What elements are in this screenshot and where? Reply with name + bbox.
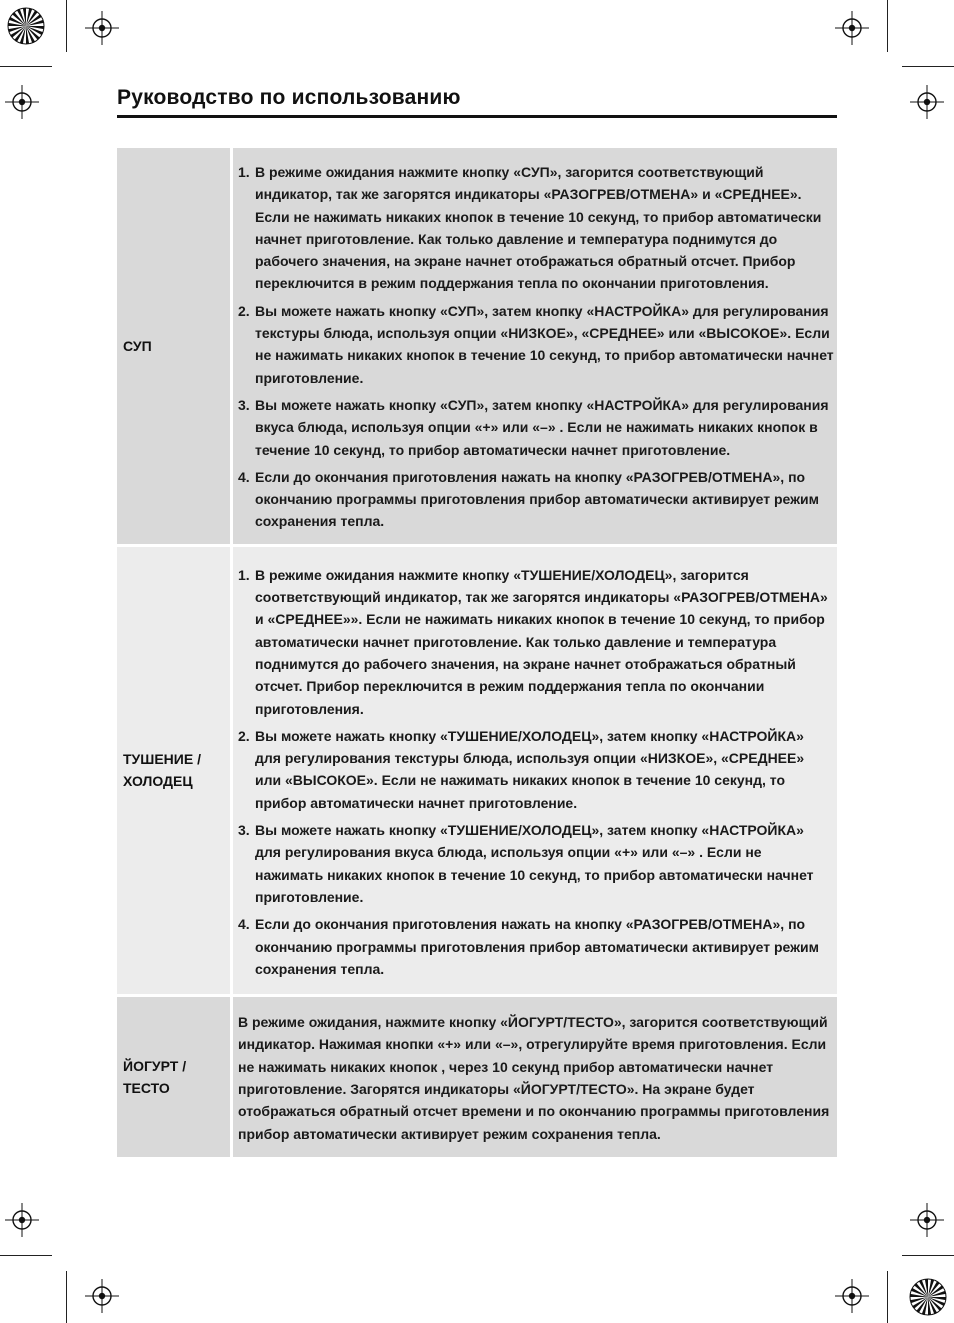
list-item [238, 394, 835, 461]
crop-mark-bottom-right [887, 1271, 888, 1323]
registration-mark-icon [910, 1203, 944, 1237]
list-item [238, 161, 835, 295]
crop-mark-right-top [902, 66, 954, 67]
list-item [238, 819, 833, 908]
crop-mark-right-bottom [902, 1255, 954, 1256]
crop-mark-bottom-left [66, 1271, 67, 1323]
crop-mark-left-top [0, 66, 52, 67]
starburst-mark-icon [6, 6, 46, 46]
registration-mark-icon [5, 1203, 39, 1237]
table-row-yogurt [117, 997, 837, 1157]
step-text: В режиме ожидания нажмите кнопку «СУП», загорится соответствующий индикатор, так же загорятся индикаторы «РАЗОГРЕВ/ОТМЕНА» и «СРЕДНЕЕ». Если не нажимать никаких кнопок в течение 10 секунд, то прибор автоматически начнет приготовление. Как только давление и температура поднимутся до рабочего значения, на экране начнет отображаться обратный отсчет. Прибор переключится в режим поддержания тепла по окончании приготовления. [255, 164, 822, 292]
page-title: Руководство по использованию [117, 86, 461, 109]
mode-name-soup: СУП [117, 148, 230, 544]
crop-mark-left-bottom [0, 1255, 52, 1256]
step-text: В режиме ожидания нажмите кнопку «ТУШЕНИЕ/ХОЛОДЕЦ», загорится соответствующий индикатор, так же загорятся индикаторы «РАЗОГРЕВ/ОТМЕНА» и «СРЕДНЕЕ»». Если не нажимать никаких кнопок в течение 10 секунд, то прибор автоматически начнет приготовление. Как только давление и температура поднимутся до рабочего значения, на экране начнет отображаться обратный отсчет. Прибор переключится в режим поддержания тепла по окончании приготовления. [255, 566, 828, 717]
step-text: Вы можете нажать кнопку «СУП», затем кнопку «НАСТРОЙКА» для регулирования вкуса блюда, используя опции «+» или «–» . Если не нажимать никаких кнопок в течение 10 секунд, то прибор автоматически начнет приготовление. [255, 396, 829, 458]
list-item [238, 913, 833, 980]
crop-mark-top-right [887, 0, 888, 52]
mode-name-stew: ТУШЕНИЕ / ХОЛОДЕЦ [117, 547, 230, 994]
step-number: 3. [238, 822, 250, 839]
crop-mark-top-left [66, 0, 67, 52]
mode-description-soup [233, 148, 837, 544]
table-row-stew [117, 547, 837, 994]
mode-instructions-table [117, 148, 837, 1157]
title-underline [117, 115, 837, 118]
step-number: 4. [238, 468, 250, 485]
mode-description-stew [233, 547, 837, 994]
list-item [238, 300, 835, 389]
step-list [238, 564, 833, 980]
step-number: 2. [238, 727, 250, 744]
step-number: 2. [238, 302, 250, 319]
registration-mark-icon [85, 1279, 119, 1313]
registration-mark-icon [910, 85, 944, 119]
registration-mark-icon [835, 11, 869, 45]
step-number: 1. [238, 566, 250, 583]
step-number: 4. [238, 916, 250, 933]
registration-mark-icon [835, 1279, 869, 1313]
step-number: 3. [238, 396, 250, 413]
list-item [238, 564, 833, 720]
step-text: Если до окончания приготовления нажать на кнопку «РАЗОГРЕВ/ОТМЕНА», по окончанию программы приготовления прибор автоматически активирует режим сохранения тепла. [255, 468, 819, 530]
list-item [238, 725, 833, 814]
step-list [238, 161, 835, 533]
mode-text-yogurt: В режиме ожидания, нажмите кнопку «ЙОГУРТ/ТЕСТО», загорится соответствующий индикатор. Нажимая кнопки «+» или «–», отрегулируйте время приготовления. Если не нажимать никаких кнопок , через 10 секунд прибор автоматически начнет приготовление. Загорятся индикаторы «ЙОГУРТ/ТЕСТО». На экране будет отображаться обратный отсчет времени и по окончанию программы приготовления прибор автоматически активирует режим сохранения тепла. [238, 1014, 830, 1142]
step-number: 1. [238, 164, 250, 180]
step-text: Вы можете нажать кнопку «СУП», затем кнопку «НАСТРОЙКА» для регулирования текстуры блюда, используя опции «НИЗКОЕ», «СРЕДНЕЕ» или «ВЫСОКОЕ». Если не нажимать никаких кнопок в течение 10 секунд, то прибор автоматически начнет приготовление. [255, 302, 834, 386]
step-text: Если до окончания приготовления нажать на кнопку «РАЗОГРЕВ/ОТМЕНА», по окончанию программы приготовления прибор автоматически активирует режим сохранения тепла. [255, 916, 819, 977]
registration-mark-icon [85, 11, 119, 45]
starburst-mark-icon [908, 1277, 948, 1317]
mode-name-yogurt: ЙОГУРТ / ТЕСТО [117, 997, 230, 1157]
mode-description-yogurt [233, 997, 837, 1157]
step-text: Вы можете нажать кнопку «ТУШЕНИЕ/ХОЛОДЕЦ», затем кнопку «НАСТРОЙКА» для регулирования текстуры блюда, используя опции «НИЗКОЕ», «СРЕДНЕЕ» или «ВЫСОКОЕ». Если не нажимать никаких кнопок в течение 10 секунд, то прибор автоматически начнет приготовление. [255, 727, 805, 811]
table-row-soup [117, 148, 837, 544]
step-text: Вы можете нажать кнопку «ТУШЕНИЕ/ХОЛОДЕЦ», затем кнопку «НАСТРОЙКА» для регулирования вкуса блюда, используя опции «+» или «–» . Если не нажимать никаких кнопок в течение 10 секунд, то прибор автоматически начнет приготовление. [255, 822, 814, 905]
list-item [238, 466, 835, 533]
registration-mark-icon [5, 85, 39, 119]
